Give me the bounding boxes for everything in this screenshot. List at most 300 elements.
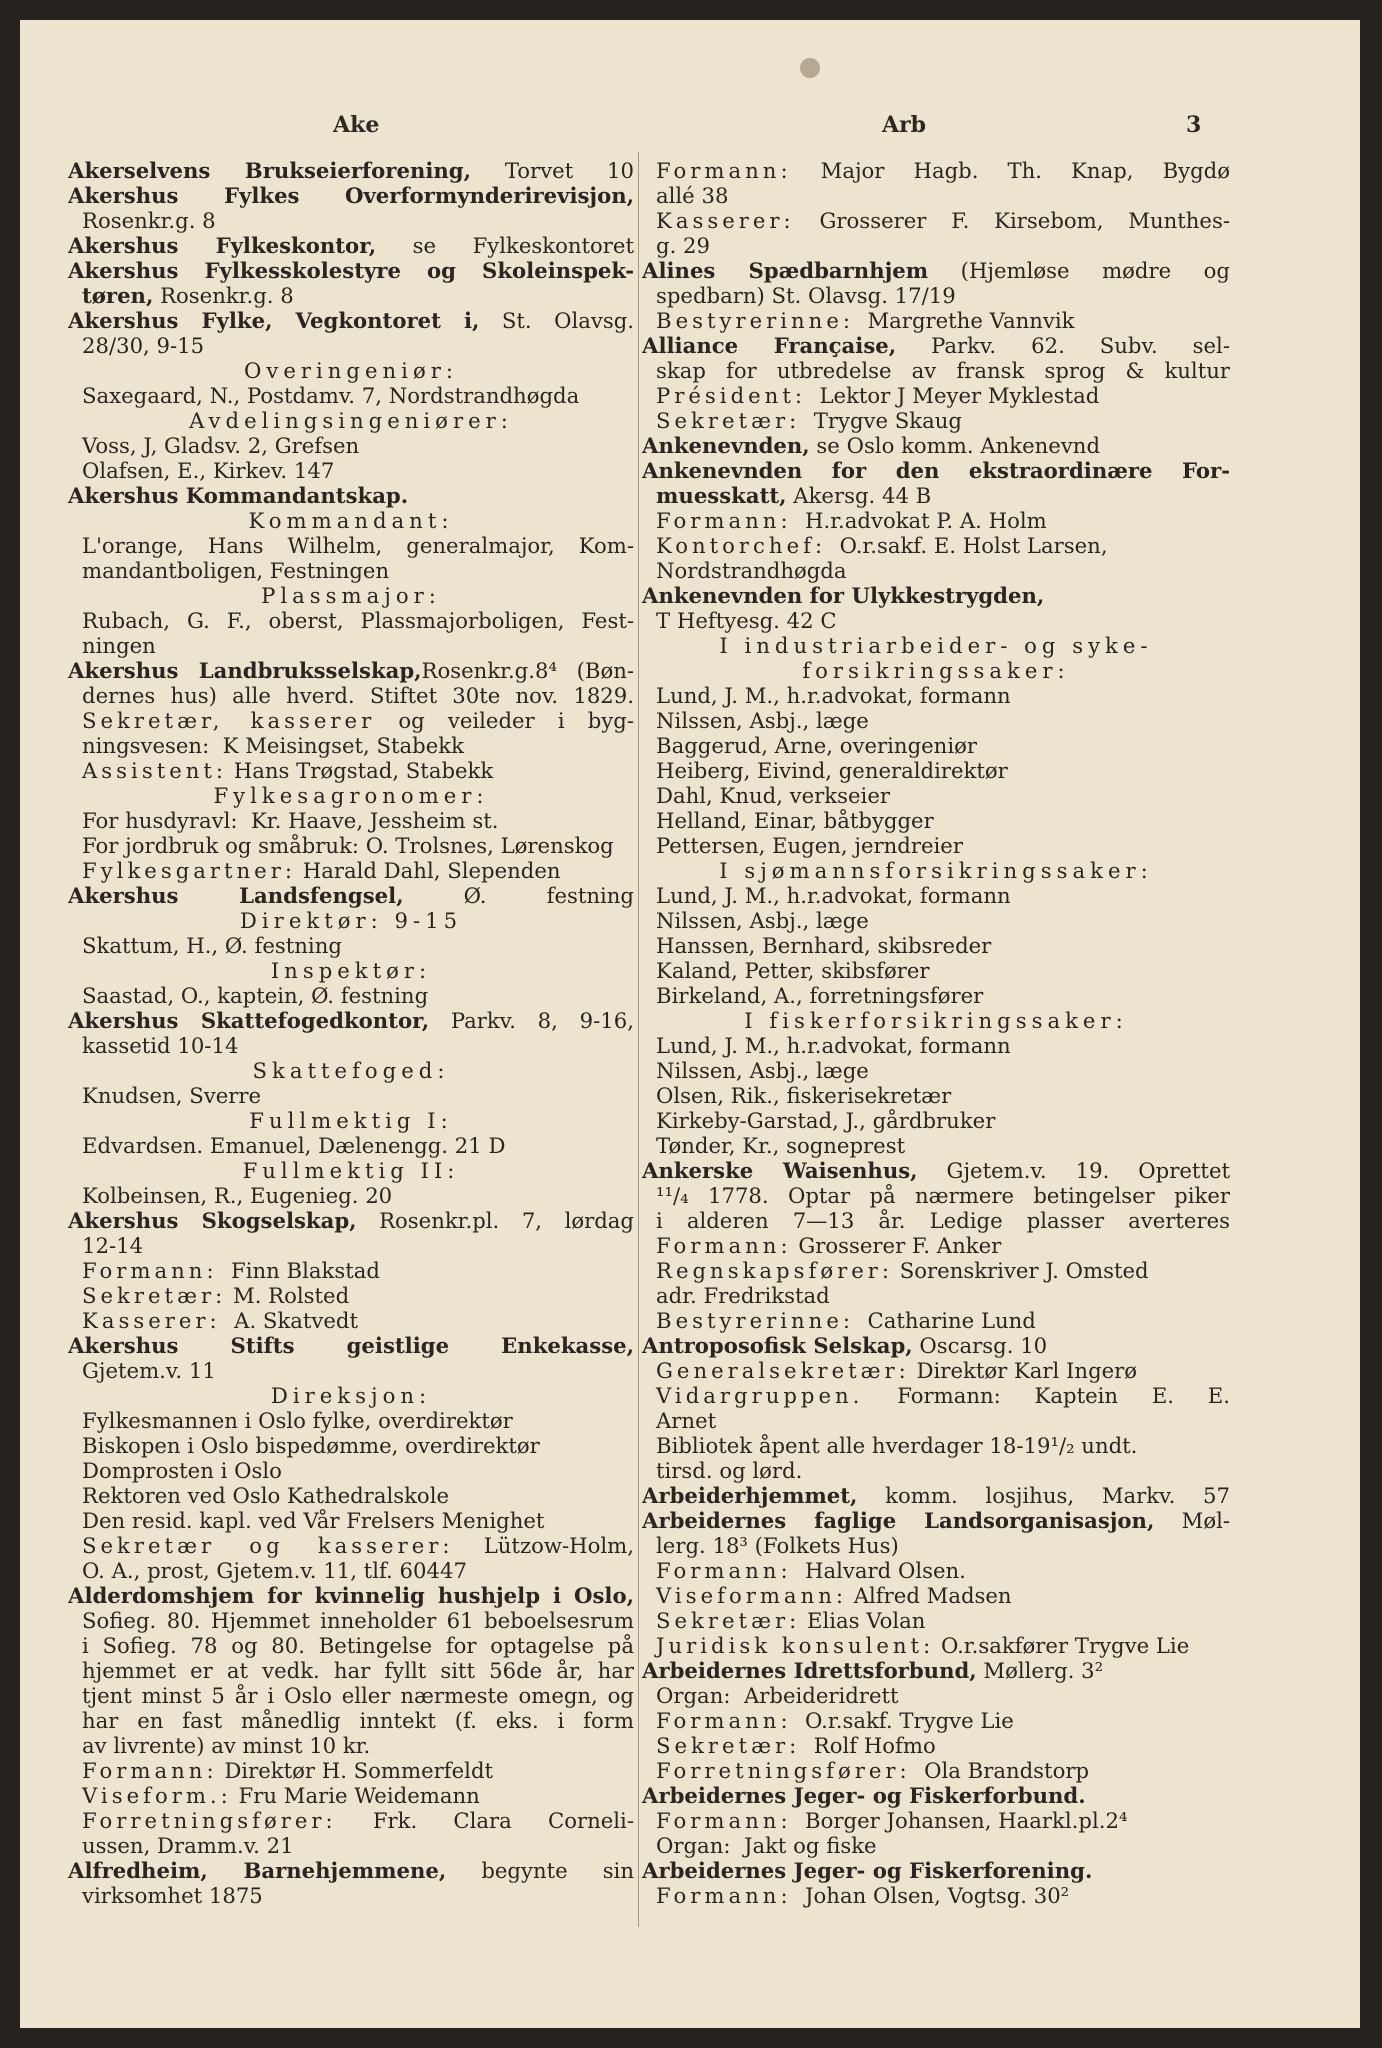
entry-name: Akershus Skattefogedkontor, <box>68 1008 430 1033</box>
entry-text: Oscarsg. 10 <box>912 1333 1048 1358</box>
role-label: Kasserer: <box>656 208 795 233</box>
directory-line <box>642 1608 1230 1633</box>
section-heading <box>68 358 634 383</box>
directory-line <box>68 758 634 783</box>
role-label: Vidargruppen. <box>656 1383 864 1408</box>
directory-line <box>642 1658 1230 1683</box>
entry-text: Major Hagb. Th. Knap, Bygdø <box>791 158 1230 183</box>
entry-name: Alliance Française, <box>642 333 897 358</box>
entry-text: Johan Olsen, Vogtsg. 30² <box>791 1883 1070 1908</box>
directory-line <box>642 1883 1230 1908</box>
directory-line <box>68 633 634 658</box>
directory-line <box>642 383 1230 408</box>
directory-line <box>642 1308 1230 1333</box>
entry-text: har en fast månedlig inntekt (f. eks. i form <box>82 1708 634 1733</box>
role-label: Forretningsfører: <box>82 1808 337 1833</box>
entry-text: Arnet <box>656 1408 717 1433</box>
entry-text: forsikringssaker: <box>802 658 1070 683</box>
entry-text: Rektoren ved Oslo Kathedralskole <box>82 1483 450 1508</box>
entry-text: Tønder, Kr., sogneprest <box>656 1133 906 1158</box>
role-label: Generalsekretær: <box>656 1358 910 1383</box>
entry-text: Formann: Kaptein E. E. <box>863 1383 1230 1408</box>
directory-line <box>642 483 1230 508</box>
entry-text: Fylkesmannen i Oslo fylke, overdirektør <box>82 1408 513 1433</box>
entry-text: A. Skatvedt <box>220 1308 359 1333</box>
entry-text: Margrethe Vannvik <box>854 308 1075 333</box>
entry-text: av livrente) av minst 10 kr. <box>82 1733 371 1758</box>
entry-name: muesskatt, <box>656 483 787 508</box>
entry-text: 28/30, 9-15 <box>82 333 205 358</box>
entry-text: Grosserer F. Anker <box>791 1233 1002 1258</box>
role-label: Sekretær: <box>656 408 801 433</box>
role-label: Sekretær: <box>656 1733 801 1758</box>
directory-line <box>642 1508 1230 1533</box>
directory-line <box>642 708 1230 733</box>
entry-text: Voss, J, Gladsv. 2, Grefsen <box>82 433 360 458</box>
role-label: Viseformann: <box>656 1583 847 1608</box>
directory-line <box>642 1033 1230 1058</box>
entry-text: Avdelingsingeniører: <box>189 408 513 433</box>
directory-line <box>68 1708 634 1733</box>
entry-text: Saastad, O., kaptein, Ø. festning <box>82 983 429 1008</box>
section-heading <box>68 508 634 533</box>
entry-name: Antroposofisk Selskap, <box>642 1333 913 1358</box>
entry-text: 12-14 <box>82 1233 144 1258</box>
directory-line <box>642 1208 1230 1233</box>
entry-text: Saxegaard, N., Postdamv. 7, Nordstrandhøgda <box>82 383 580 408</box>
entry-text: I industriarbeider- og syke- <box>719 633 1153 658</box>
entry-text: T Heftyesg. 42 C <box>656 608 837 633</box>
directory-line <box>642 1358 1230 1383</box>
entry-name: Akershus Stifts geistlige Enkekasse, <box>68 1333 634 1358</box>
entry-text: spedbarn) St. Olavsg. 17/19 <box>656 283 956 308</box>
directory-line <box>68 1783 634 1808</box>
directory-line <box>68 983 634 1008</box>
page-header <box>20 112 1360 142</box>
directory-line <box>68 833 634 858</box>
entry-text: Ola Brandstorp <box>910 1758 1090 1783</box>
directory-line <box>642 1533 1230 1558</box>
directory-line <box>68 1458 634 1483</box>
directory-line <box>68 308 634 333</box>
role-label: Regnskapsfører: <box>656 1258 894 1283</box>
directory-line <box>642 983 1230 1008</box>
entry-text: Baggerud, Arne, overingeniør <box>656 733 977 758</box>
directory-line <box>68 933 634 958</box>
role-label: Kontorchef: <box>656 533 827 558</box>
directory-line <box>68 1183 634 1208</box>
directory-line <box>642 833 1230 858</box>
directory-line <box>68 1583 634 1608</box>
entry-text: Fullmektig I: <box>249 1108 453 1133</box>
entry-text: virksomhet 1875 <box>82 1883 263 1908</box>
entry-text: Catharine Lund <box>854 1308 1036 1333</box>
directory-line <box>642 1683 1230 1708</box>
role-label: Viseform.: <box>82 1783 232 1808</box>
role-label: Sekretær: <box>656 1608 801 1633</box>
directory-line <box>642 1058 1230 1083</box>
directory-line <box>642 933 1230 958</box>
directory-line <box>642 608 1230 633</box>
entry-text: mandantboligen, Festningen <box>82 558 390 583</box>
directory-line <box>68 1533 634 1558</box>
entry-text: Fru Marie Weidemann <box>231 1783 480 1808</box>
entry-text: og veileder i byg- <box>375 708 634 733</box>
entry-text: Parkv. 62. Subv. sel- <box>896 333 1230 358</box>
section-heading <box>68 408 634 433</box>
role-label: Forretningsfører: <box>656 1758 911 1783</box>
section-heading <box>642 858 1230 883</box>
directory-line <box>642 1808 1230 1833</box>
directory-line <box>642 333 1230 358</box>
entry-text: O.r.sakf. E. Holst Larsen, <box>826 533 1108 558</box>
entry-text: Birkeland, A., forretningsfører <box>656 983 984 1008</box>
directory-line <box>68 1833 634 1858</box>
entry-text: Møllerg. 3² <box>976 1658 1104 1683</box>
entry-text: Edvardsen. Emanuel, Dælenengg. 21 D <box>82 1133 506 1158</box>
directory-line <box>68 1483 634 1508</box>
directory-page <box>20 20 1360 2028</box>
entry-text: Pettersen, Eugen, jerndreier <box>656 833 963 858</box>
directory-line <box>642 1858 1230 1883</box>
entry-text: O.r.sakfører Trygve Lie <box>934 1633 1190 1658</box>
entry-text: se Oslo komm. Ankenevnd <box>809 433 1101 458</box>
directory-line <box>68 658 634 683</box>
entry-text: Overingeniør: <box>244 358 458 383</box>
entry-text: Direksjon: <box>270 1383 432 1408</box>
directory-line <box>642 208 1230 233</box>
directory-line <box>68 1683 634 1708</box>
entry-text: Sorenskriver J. Omsted <box>893 1258 1149 1283</box>
entry-text: Grosserer F. Kirsebom, Munthes- <box>794 208 1230 233</box>
section-heading <box>642 633 1230 658</box>
entry-text: Rosenkr.g. 8 <box>82 208 216 233</box>
directory-line <box>642 783 1230 808</box>
role-label: Sekretær, kasserer <box>82 708 376 733</box>
directory-line <box>68 808 634 833</box>
entry-text: lerg. 18³ (Folkets Hus) <box>656 1533 899 1558</box>
role-label: Fylkesgartner: <box>82 858 296 883</box>
entry-text: Finn Blakstad <box>217 1258 380 1283</box>
directory-line <box>68 1758 634 1783</box>
entry-text: Nilssen, Asbj., læge <box>656 908 869 933</box>
entry-text: Harald Dahl, Slependen <box>296 858 561 883</box>
entry-text: Dahl, Knud, verkseier <box>656 783 890 808</box>
role-label: Formann: <box>82 1758 218 1783</box>
entry-text: Direktør H. Sommerfeldt <box>217 1758 494 1783</box>
directory-line <box>68 233 634 258</box>
directory-line <box>642 183 1230 208</box>
entry-name: Akershus Landbruksselskap, <box>68 658 422 683</box>
entry-name: Arbeiderhjemmet, <box>642 1483 858 1508</box>
entry-text: Hanssen, Bernhard, skibsreder <box>656 933 992 958</box>
entry-text: Kolbeinsen, R., Eugenieg. 20 <box>82 1183 393 1208</box>
left-column <box>68 158 634 1908</box>
entry-text: dernes hus) alle hverd. Stiftet 30te nov. 1829. <box>82 683 634 708</box>
directory-line <box>68 558 634 583</box>
entry-name: Akershus Fylkes Overformynderirevisjon, <box>68 183 634 208</box>
directory-line <box>68 458 634 483</box>
entry-text: Lützow-Holm, <box>453 1533 634 1558</box>
entry-text: Fullmektig II: <box>242 1158 460 1183</box>
entry-text: tjent minst 5 år i Oslo eller nærmeste omegn, og <box>82 1683 634 1708</box>
directory-line <box>68 1083 634 1108</box>
entry-text: Den resid. kapl. ved Vår Frelsers Menighet <box>82 1508 545 1533</box>
directory-line <box>68 258 634 283</box>
directory-line <box>642 558 1230 583</box>
section-heading <box>68 1108 634 1133</box>
entry-text: se Fylkeskontoret <box>376 233 634 258</box>
directory-line <box>68 1733 634 1758</box>
entry-text: Olsen, Rik., fiskerisekretær <box>656 1083 952 1108</box>
section-heading <box>642 658 1230 683</box>
entry-text: O.r.sakf. Trygve Lie <box>791 1708 1014 1733</box>
directory-line <box>68 1433 634 1458</box>
entry-text: Trygve Skaug <box>800 408 962 433</box>
entry-text: Fylkesagronomer: <box>213 783 489 808</box>
entry-text: ningsvesen: K Meisingset, Stabekk <box>82 733 464 758</box>
entry-text: Akersg. 44 B <box>786 483 932 508</box>
entry-text: Biskopen i Oslo bispedømme, overdirektør <box>82 1433 540 1458</box>
entry-text: (Hjemløse mødre og <box>928 258 1230 283</box>
directory-line <box>68 1508 634 1533</box>
directory-line <box>68 1358 634 1383</box>
entry-text: kassetid 10-14 <box>82 1033 239 1058</box>
entry-text: Lund, J. M., h.r.advokat, formann <box>656 683 1011 708</box>
role-label: Bestyrerinne: <box>656 1308 855 1333</box>
entry-text: adr. Fredrikstad <box>656 1283 830 1308</box>
punch-hole-mark <box>800 58 820 78</box>
entry-text: Plassmajor: <box>261 583 441 608</box>
directory-line <box>68 1408 634 1433</box>
directory-line <box>642 533 1230 558</box>
directory-line <box>642 1483 1230 1508</box>
section-heading <box>68 1058 634 1083</box>
entry-text: Gjetem.v. 11 <box>82 1358 216 1383</box>
entry-text: L'orange, Hans Wilhelm, generalmajor, Kom- <box>82 533 634 558</box>
entry-text: ningen <box>82 633 156 658</box>
directory-line <box>68 1308 634 1333</box>
entry-text: allé 38 <box>656 183 729 208</box>
directory-line <box>642 358 1230 383</box>
section-heading <box>68 783 634 808</box>
entry-text: Olafsen, E., Kirkev. 147 <box>82 458 335 483</box>
entry-text: i Sofieg. 78 og 80. Betingelse for optagelse på <box>82 1633 634 1658</box>
directory-line <box>642 1183 1230 1208</box>
directory-line <box>68 1133 634 1158</box>
entry-text: Rubach, G. F., oberst, Plassmajorboligen, Fest- <box>82 608 634 633</box>
directory-line <box>68 483 634 508</box>
directory-line <box>68 1333 634 1358</box>
directory-line <box>68 433 634 458</box>
entry-text: Frk. Clara Corneli- <box>336 1808 634 1833</box>
entry-text: Gjetem.v. 19. Oprettet <box>917 1158 1230 1183</box>
entry-text: Nilssen, Asbj., læge <box>656 1058 869 1083</box>
directory-line <box>642 1258 1230 1283</box>
directory-line <box>642 808 1230 833</box>
entry-name: Akerselvens Brukseierforening, <box>68 158 471 183</box>
directory-line <box>68 608 634 633</box>
entry-text: ussen, Dramm.v. 21 <box>82 1833 294 1858</box>
directory-line <box>642 1558 1230 1583</box>
entry-text: Lund, J. M., h.r.advokat, formann <box>656 1033 1011 1058</box>
directory-line <box>642 908 1230 933</box>
entry-text: Kaland, Petter, skibsfører <box>656 958 930 983</box>
role-label: Président: <box>656 383 806 408</box>
directory-line <box>642 1783 1230 1808</box>
entry-name: Akershus Kommandantskap. <box>68 483 409 508</box>
entry-name: Akershus Skogselskap, <box>68 1208 357 1233</box>
entry-text: I sjømannsforsikringssaker: <box>719 858 1153 883</box>
directory-line <box>642 733 1230 758</box>
role-label: Bestyrerinne: <box>656 308 855 333</box>
entry-text: tirsd. og lørd. <box>656 1458 803 1483</box>
entry-text: skap for utbredelse av fransk sprog & kultur <box>656 358 1230 383</box>
entry-text: For jordbruk og småbruk: O. Trolsnes, Lørenskog <box>82 833 614 858</box>
entry-text: begynte sin <box>446 1858 634 1883</box>
column-divider <box>638 152 639 1927</box>
section-heading <box>68 583 634 608</box>
directory-line <box>642 1233 1230 1258</box>
directory-line <box>642 883 1230 908</box>
entry-name: Alderdomshjem for kvinnelig hushjelp i Oslo, <box>68 1583 634 1608</box>
entry-name: tøren, <box>82 283 154 308</box>
entry-text: ¹¹/₄ 1778. Optar på nærmere betingelser piker <box>656 1183 1230 1208</box>
directory-line <box>642 458 1230 483</box>
entry-text: H.r.advokat P. A. Holm <box>791 508 1047 533</box>
directory-line <box>642 1433 1230 1458</box>
entry-name: Arbeidernes Jeger- og Fiskerforbund. <box>642 1783 1086 1808</box>
role-label: Sekretær: <box>82 1283 227 1308</box>
role-label: Sekretær og kasserer: <box>82 1533 454 1558</box>
entry-text: M. Rolsted <box>226 1283 350 1308</box>
entry-text: Kirkeby-Garstad, J., gårdbruker <box>656 1108 996 1133</box>
entry-name: Arbeidernes Jeger- og Fiskerforening. <box>642 1858 1093 1883</box>
directory-line <box>642 583 1230 608</box>
directory-line <box>68 1033 634 1058</box>
entry-text: For husdyravl: Kr. Haave, Jessheim st. <box>82 808 499 833</box>
entry-text: Organ: Jakt og fiske <box>656 1833 877 1858</box>
role-label: Formann: <box>656 508 792 533</box>
entry-text: Heiberg, Eivind, generaldirektør <box>656 758 1008 783</box>
directory-line <box>642 158 1230 183</box>
directory-line <box>68 683 634 708</box>
entry-text: O. A., prost, Gjetem.v. 11, tlf. 60447 <box>82 1558 467 1583</box>
directory-line <box>68 1858 634 1883</box>
entry-text: Ø. festning <box>403 883 634 908</box>
entry-text: Borger Johansen, Haarkl.pl.2⁴ <box>791 1808 1128 1833</box>
role-label: Formann: <box>656 158 792 183</box>
directory-line <box>642 1583 1230 1608</box>
entry-text: Organ: Arbeideridrett <box>656 1683 899 1708</box>
entry-text: Torvet 10 <box>471 158 634 183</box>
entry-name: Arbeidernes faglige Landsorganisasjon, <box>642 1508 1155 1533</box>
entry-text: Rosenkr.g. 8 <box>153 283 294 308</box>
entry-name: Akershus Fylkeskontor, <box>68 233 377 258</box>
entry-text: Hans Trøgstad, Stabekk <box>227 758 494 783</box>
directory-line <box>68 708 634 733</box>
entry-name: Arbeidernes Idrettsforbund, <box>642 1658 977 1683</box>
entry-text: Lund, J. M., h.r.advokat, formann <box>656 883 1011 908</box>
entry-text: Knudsen, Sverre <box>82 1083 262 1108</box>
directory-line <box>68 1233 634 1258</box>
role-label: Formann: <box>656 1708 792 1733</box>
entry-text: Inspektør: <box>270 958 432 983</box>
directory-line <box>642 1083 1230 1108</box>
entry-name: Ankenevnden for den ekstraordinære For- <box>642 458 1230 483</box>
directory-line <box>642 1733 1230 1758</box>
header-left-guideword: Ake <box>333 112 380 138</box>
entry-text: Rosenkr.pl. 7, lørdag <box>356 1208 634 1233</box>
section-heading <box>68 958 634 983</box>
directory-line <box>642 508 1230 533</box>
entry-text: Sofieg. 80. Hjemmet inneholder 61 beboelsesrum <box>82 1608 634 1633</box>
entry-text: komm. losjihus, Markv. 57 <box>857 1483 1230 1508</box>
role-label: Assistent: <box>82 758 228 783</box>
entry-text: Møl- <box>1154 1508 1230 1533</box>
role-label: Formann: <box>656 1233 792 1258</box>
directory-line <box>68 733 634 758</box>
directory-line <box>642 758 1230 783</box>
entry-name: Alfredheim, Barnehjemmene, <box>68 1858 447 1883</box>
directory-line <box>642 1383 1230 1408</box>
directory-line <box>68 333 634 358</box>
entry-text: I fiskerforsikringssaker: <box>744 1008 1128 1033</box>
entry-name: Akershus Landsfengsel, <box>68 883 404 908</box>
entry-text: Halvard Olsen. <box>791 1558 966 1583</box>
directory-line <box>642 1458 1230 1483</box>
entry-name: Ankenevnden for Ulykkestrygden, <box>642 583 1045 608</box>
directory-line <box>642 1708 1230 1733</box>
directory-line <box>642 433 1230 458</box>
role-label: Formann: <box>656 1558 792 1583</box>
entry-name: Ankenevnden, <box>642 433 810 458</box>
directory-line <box>68 1808 634 1833</box>
entry-text: Domprosten i Oslo <box>82 1458 282 1483</box>
entry-text: hjemmet er at vedk. har fyllt sitt 56de år, har <box>82 1658 634 1683</box>
directory-line <box>642 1633 1230 1658</box>
directory-line <box>68 858 634 883</box>
entry-text: Rosenkr.g.8⁴ (Bøn- <box>421 658 634 683</box>
section-heading <box>642 1008 1230 1033</box>
entry-text: Nilssen, Asbj., læge <box>656 708 869 733</box>
directory-line <box>642 233 1230 258</box>
directory-line <box>642 1283 1230 1308</box>
entry-text: Skattum, H., Ø. festning <box>82 933 342 958</box>
entry-text: Elias Volan <box>800 1608 926 1633</box>
directory-line <box>642 1333 1230 1358</box>
entry-text: Direktør: 9-15 <box>239 908 463 933</box>
entry-text: Direktør Karl Ingerø <box>909 1358 1138 1383</box>
role-label: Juridisk konsulent: <box>656 1633 935 1658</box>
entry-text: Nordstrandhøgda <box>656 558 847 583</box>
role-label: Kasserer: <box>82 1308 221 1333</box>
directory-line <box>642 1158 1230 1183</box>
directory-line <box>642 258 1230 283</box>
directory-line <box>68 183 634 208</box>
directory-line <box>68 1208 634 1233</box>
role-label: Formann: <box>656 1883 792 1908</box>
entry-text: i alderen 7—13 år. Ledige plasser averteres <box>656 1208 1230 1233</box>
entry-text: Lektor J Meyer Myklestad <box>805 383 1100 408</box>
directory-line <box>642 1133 1230 1158</box>
directory-line <box>68 208 634 233</box>
entry-name: Akershus Fylke, Vegkontoret i, <box>68 308 480 333</box>
entry-name: Alines Spædbarnhjem <box>642 258 929 283</box>
directory-line <box>642 283 1230 308</box>
directory-line <box>642 408 1230 433</box>
directory-line <box>68 1008 634 1033</box>
